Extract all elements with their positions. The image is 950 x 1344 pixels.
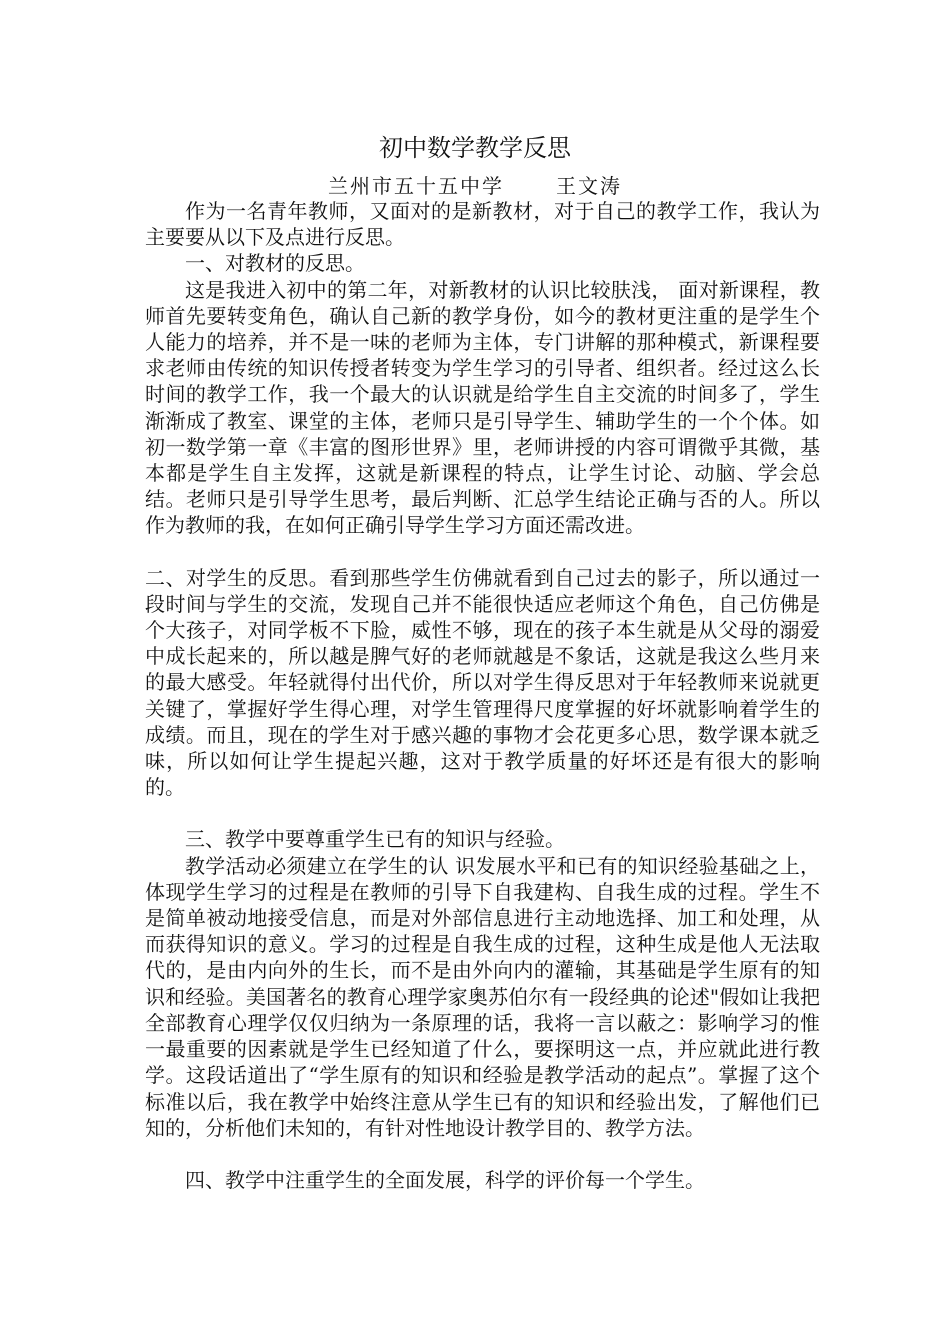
section-paragraph-3: 教学活动必须建立在学生的认 识发展水平和已有的知识经验基础之上，体现学生学习的过程是在教师的引导下自我建构、自我生成的过程。学生不是简单被动地接受信息，而是对外部信息进行主动地选择、加工和处理，从而获得知识的意义。学习的过程是自我生成的过程，这种生成是他人无法取代的，是由内向外的生长，而不是由外向内的灌输，其基础是学生原有的知识和经验。美国著名的教育心理学家奥苏伯尔有一段经典的论述"假如让我把全部教育心理学仅仅归纳为一条原理的话，我将一言以蔽之：影响学习的惟一最重要的因素就是学生已经知道了什么，要探明这一点，并应就此进行教学。这段话道出了“学生原有的知识和经验是教学活动的起点”。掌握了这个标准以后，我在教学中始终注意从学生已有的知识和经验出发，了解他们已知的，分析他们未知的，有针对性地设计教学目的、教学方法。 — [145, 853, 820, 1140]
section-heading-1: 一、对教材的反思。 — [185, 251, 365, 276]
section-heading-4: 四、教学中注重学生的全面发展，科学的评价每一个学生。 — [185, 1167, 705, 1192]
document-title: 初中数学教学反思 — [379, 134, 571, 162]
byline — [0, 172, 950, 200]
section-heading-3: 三、教学中要尊重学生已有的知识与经验。 — [185, 827, 565, 852]
section-paragraph-1: 这是我进入初中的第二年，对新教材的认识比较肤浅， 面对新课程，教师首先要转变角色，确认自己新的教学身份，如今的教材更注重的是学生个人能力的培养，并不是一味的老师为主体，专门讲解的那种模式，新课程要求老师由传统的知识传授者转变为学生学习的引导者、组织者。经过这么长时间的教学工作，我一个最大的认识就是给学生自主交流的时间多了，学生渐渐成了教室、课堂的主体，老师只是引导学生、辅助学生的一个个体。如初一数学第一章《丰富的图形世界》里，老师讲授的内容可谓微乎其微，基本都是学生自主发挥，这就是新课程的特点，让学生讨论、动脑、学会总结。老师只是引导学生思考，最后判断、汇总学生结论正确与否的人。所以作为教师的我，在如何正确引导学生学习方面还需改进。 — [145, 277, 820, 538]
author-name: 王文涛 — [556, 174, 622, 198]
paragraph-spacer — [145, 1141, 820, 1167]
paragraph-spacer — [145, 539, 820, 565]
section-paragraph-2: 二、对学生的反思。看到那些学生仿佛就看到自己过去的影子，所以通过一段时间与学生的交流，发现自己并不能很快适应老师这个角色，自己仿佛是个大孩子，对同学板不下脸，威性不够，现在的孩子本生就是从父母的溺爱中成长起来的，所以越是脾气好的老师就越是不象话，这就是我这么些月来的最大感受。年轻就得付出代价，所以对学生得反思对于年轻教师来说就更关键了，掌握好学生得心理，对学生管理得尺度掌握的好坏就影响着学生的成绩。而且，现在的学生对于感兴趣的事物才会花更多心思，数学课本就乏味，所以如何让学生提起兴趣，这对于教学质量的好坏还是有很大的影响的。 — [145, 565, 820, 800]
paragraph-spacer — [145, 800, 820, 826]
intro-paragraph: 作为一名青年教师，又面对的是新教材，对于自己的教学工作，我认为主要要从以下及点进行反思。 — [145, 199, 820, 250]
school-name: 兰州市五十五中学 — [328, 174, 504, 198]
document-body — [145, 198, 820, 1193]
